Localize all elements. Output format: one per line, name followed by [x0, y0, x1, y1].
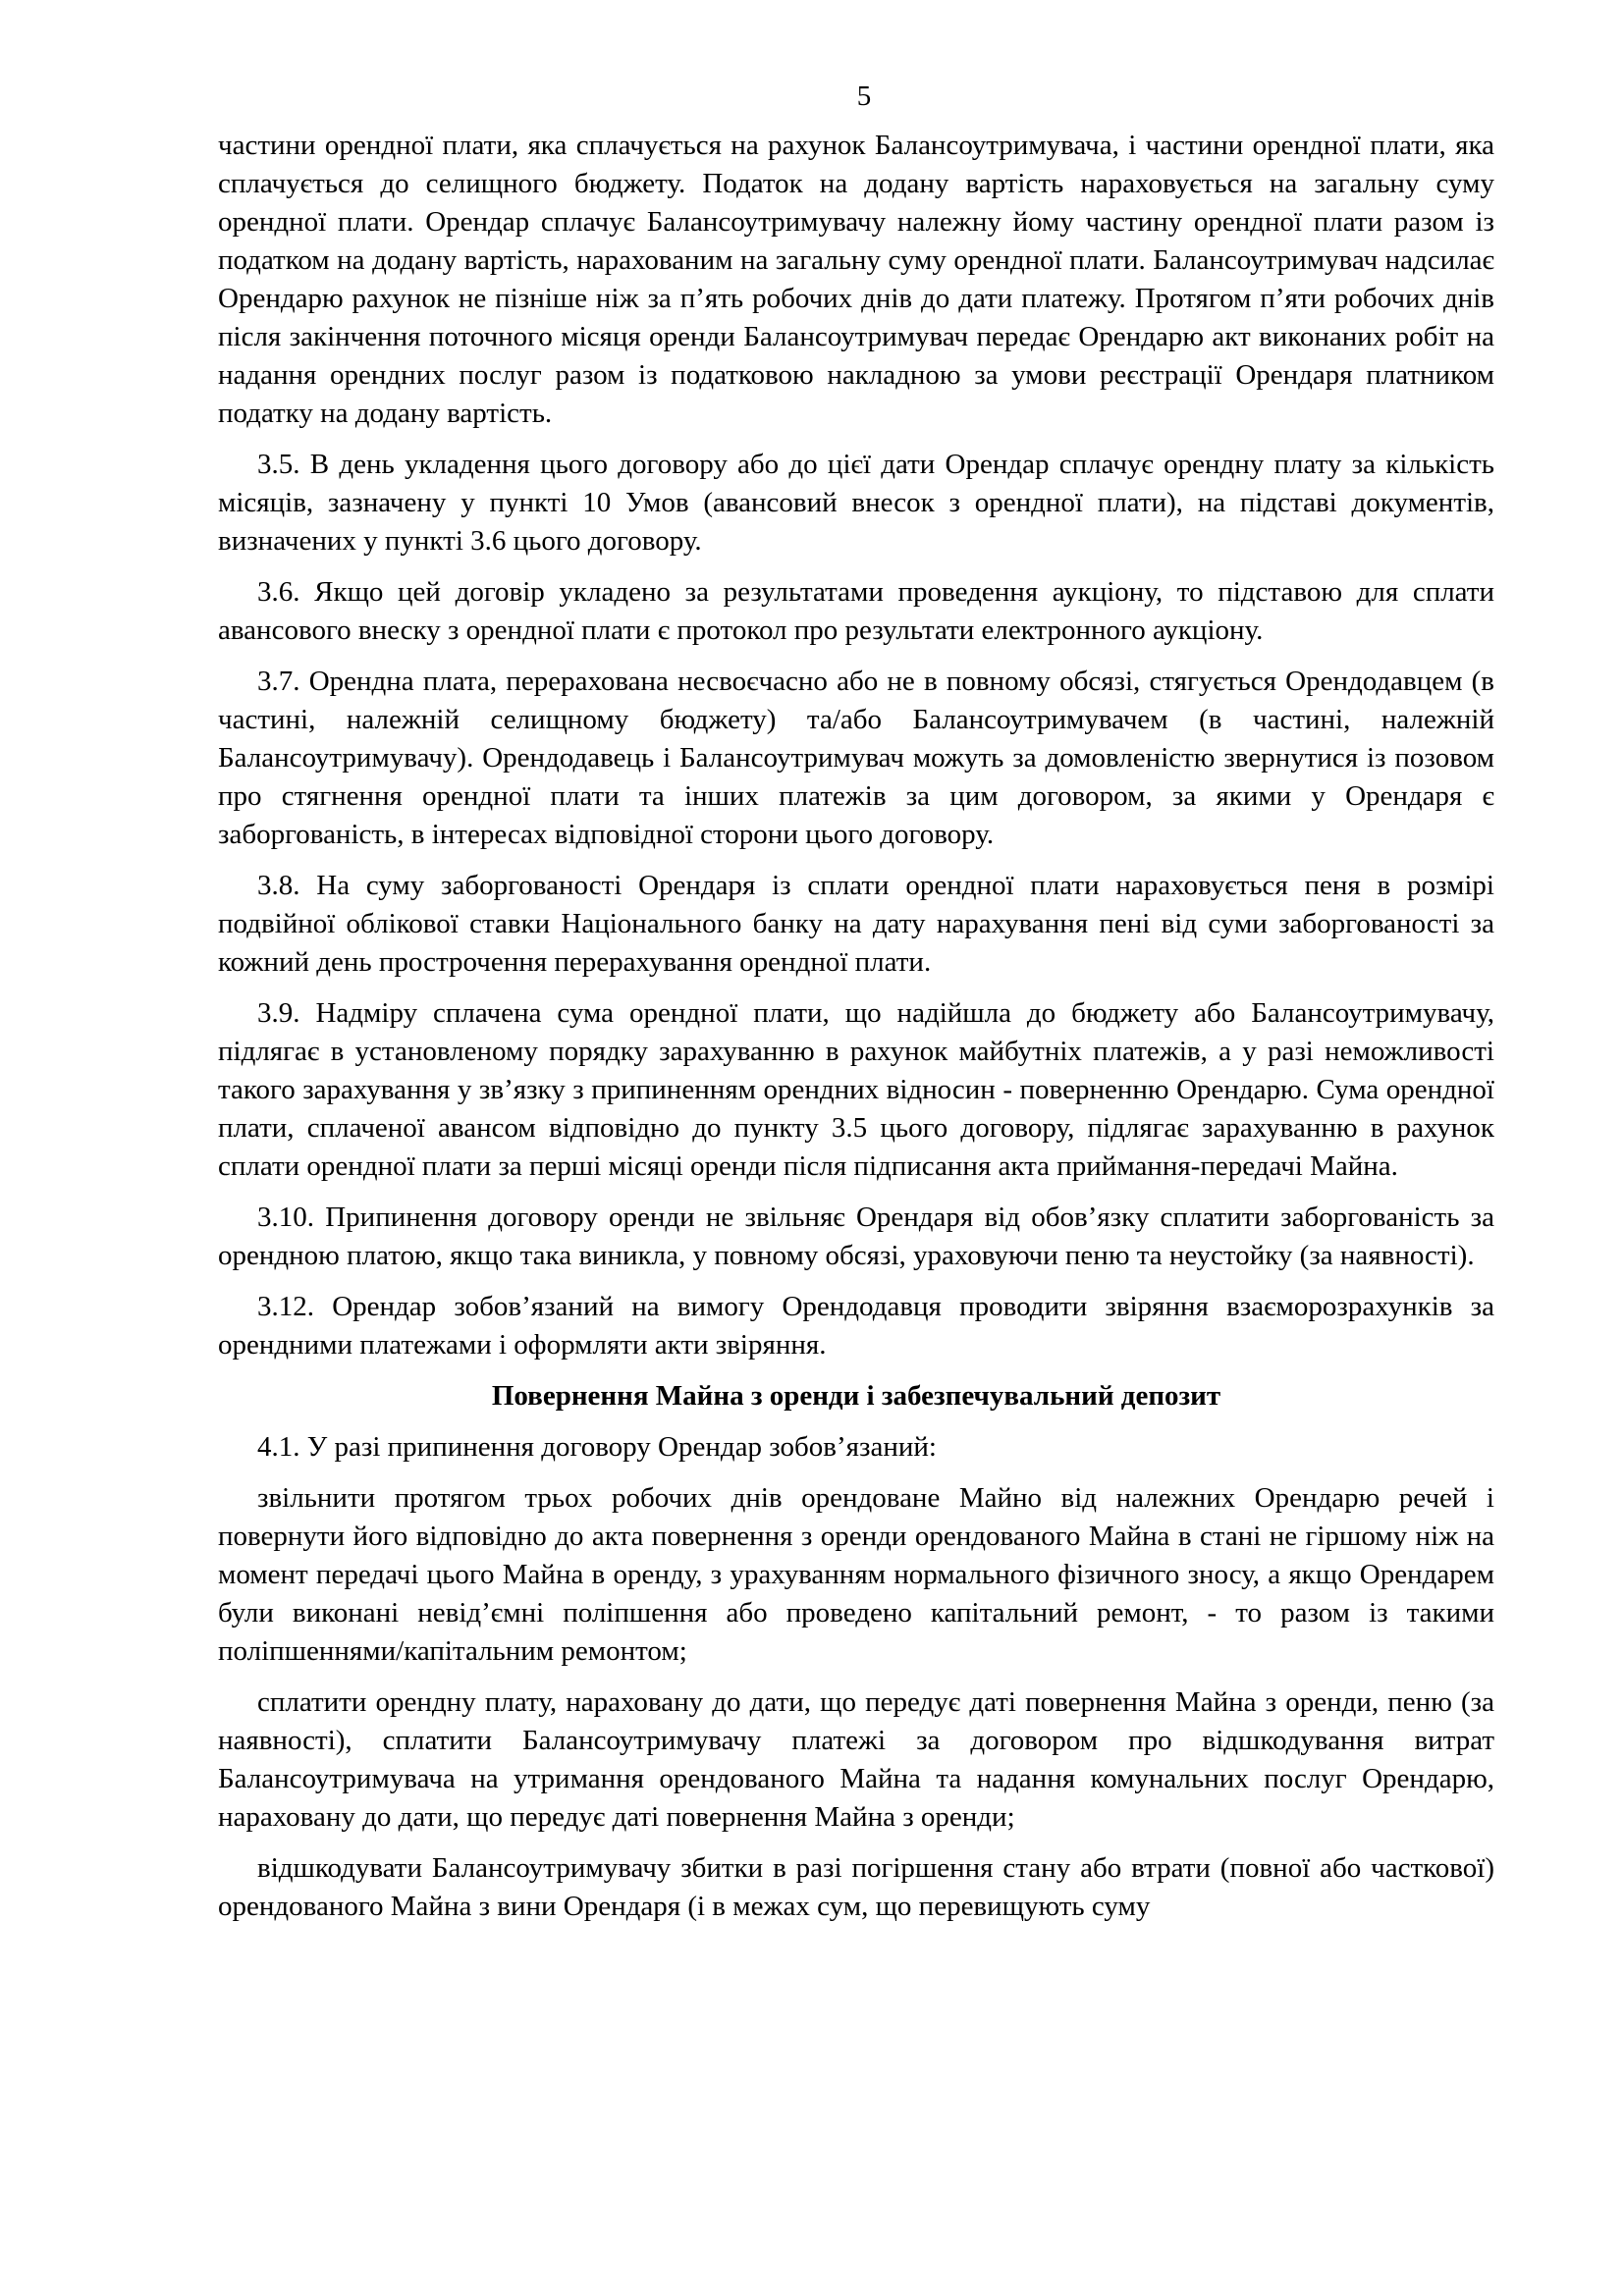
paragraph-pay-rent: сплатити орендну плату, нараховану до дати, що передує даті повернення Майна з оренди, пеню (за наявності), сплатити Балансоутримувачу платежі за договором про відшкодування витрат Балансоутримувача на утримання орендованого Майна та надання комунальних послуг Орендарю, нараховану до дати, що передує даті повернення Майна з оренди; [218, 1686, 1494, 1833]
paragraph-payment-continuation: частини орендної плати, яка сплачується на рахунок Балансоутримувача, і частини орендної плати, яка сплачується до селищного бюджету. Податок на додану вартість нараховується на загальну суму орендної плати. Орендар сплачує Балансоутримувачу належну йому частину орендної плати разом із податком на додану вартість, нарахованим на загальну суму орендної плати. Балансоутримувач надсилає Орендарю рахунок не пізніше ніж за п’ять робочих днів до дати платежу. Протягом п’яти робочих днів після закінчення поточного місяця оренди Балансоутримувач передає Орендарю акт виконаних робіт на надання орендних послуг разом із податковою накладною за умови реєстрації Орендаря платником податку на додану вартість. [218, 130, 1494, 429]
paragraph-3-7: 3.7. Орендна плата, перерахована несвоєчасно або не в повному обсязі, стягується Орендодавцем (в частині, належній селищному бюджету) та/або Балансоутримувачем (в частині, належній Балансоутримувачу). Орендодавець і Балансоутримувач можуть за домовленістю звернутися із позовом про стягнення орендної плати та інших платежів за цим договором, за якими у Орендаря є заборгованість, в інтересах відповідної сторони цього договору. [218, 666, 1494, 850]
paragraph-3-8: 3.8. На суму заборгованості Орендаря із сплати орендної плати нараховується пеня в розмірі подвійної облікової ставки Національного банку на дату нарахування пені від суми заборгованості за кожний день прострочення перерахування орендної плати. [218, 870, 1494, 978]
paragraph-4-1: 4.1. У разі припинення договору Орендар зобов’язаний: [257, 1431, 937, 1463]
paragraph-3-9: 3.9. Надміру сплачена сума орендної плати, що надійшла до бюджету або Балансоутримувачу, підлягає в установленому порядку зарахуванню в рахунок майбутніх платежів, а у разі неможливості такого зарахування у зв’язку з припиненням орендних відносин - поверненню Орендарю. Сума орендної плати, сплаченої авансом відповідно до пункту 3.5 цього договору, підлягає зарахуванню в рахунок сплати орендної плати за перші місяці оренди після підписання акта приймання-передачі Майна. [218, 997, 1494, 1182]
document-body [218, 127, 1494, 1926]
paragraph-3-5: 3.5. В день укладення цього договору або до цієї дати Орендар сплачує орендну плату за кількість місяців, зазначену у пункті 10 Умов (авансовий внесок з орендної плати), на підставі документів, визначених у пункті 3.6 цього договору. [218, 449, 1494, 557]
paragraph-3-12: 3.12. Орендар зобов’язаний на вимогу Орендодавця проводити звіряння взаєморозрахунків за орендними платежами і оформляти акти звіряння. [218, 1291, 1494, 1361]
paragraph-3-10: 3.10. Припинення договору оренди не звільняє Орендаря від обов’язку сплатити заборгованість за орендною платою, якщо така виникла, у повному обсязі, ураховуючи пеню та неустойку (за наявності). [218, 1201, 1494, 1271]
paragraph-return-property: звільнити протягом трьох робочих днів орендоване Майно від належних Орендарю речей і повернути його відповідно до акта повернення з оренди орендованого Майна в стані не гіршому ніж на момент передачі цього Майна в оренду, з урахуванням нормального фізичного зносу, а якщо Орендарем були виконані невід’ємні поліпшення або проведено капітальний ремонт, - то разом із такими поліпшеннями/капітальним ремонтом; [218, 1482, 1494, 1667]
section-heading: Повернення Майна з оренди і забезпечувальний депозит [491, 1380, 1221, 1412]
page-number: 5 [856, 80, 872, 112]
paragraph-compensate-losses: відшкодувати Балансоутримувачу збитки в разі погіршення стану або втрати (повної або часткової) орендованого Майна з вини Орендаря (і в межах сум, що перевищують суму [218, 1852, 1494, 1922]
paragraph-3-6: 3.6. Якщо цей договір укладено за результатами проведення аукціону, то підставою для сплати авансового внеску з орендної плати є протокол про результати електронного аукціону. [218, 576, 1494, 646]
